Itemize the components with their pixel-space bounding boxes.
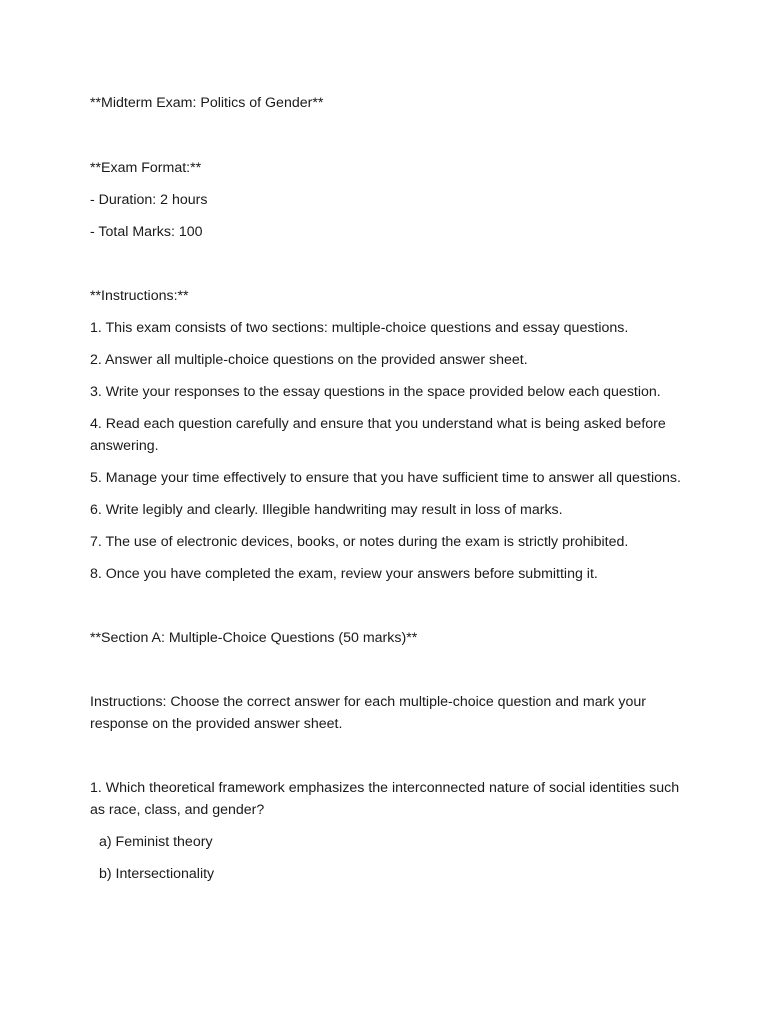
- section-a-heading: **Section A: Multiple-Choice Questions (50 marks)**: [90, 630, 418, 646]
- question-1-option-a: a) Feminist theory: [99, 834, 213, 850]
- format-item-duration: - Duration: 2 hours: [90, 192, 208, 208]
- instruction-item: 6. Write legibly and clearly. Illegible handwriting may result in loss of marks.: [90, 502, 563, 518]
- question-1-text: 1. Which theoretical framework emphasizes the interconnected nature of social identities such as race, class, and gender?: [90, 780, 680, 818]
- instruction-item: 4. Read each question carefully and ensure that you understand what is being asked before answering.: [90, 416, 666, 454]
- question-1-option-b: b) Intersectionality: [99, 866, 215, 882]
- exam-format-heading: **Exam Format:**: [90, 160, 202, 176]
- format-item-total-marks: - Total Marks: 100: [90, 224, 203, 240]
- instruction-item: 1. This exam consists of two sections: multiple-choice questions and essay questions.: [90, 320, 629, 336]
- document-body: [90, 92, 690, 885]
- instruction-item: 5. Manage your time effectively to ensure that you have sufficient time to answer all questions.: [90, 470, 681, 486]
- instruction-item: 8. Once you have completed the exam, review your answers before submitting it.: [90, 566, 598, 582]
- exam-title: **Midterm Exam: Politics of Gender**: [90, 95, 324, 111]
- instruction-item: 7. The use of electronic devices, books, or notes during the exam is strictly prohibited.: [90, 534, 629, 550]
- instruction-item: 3. Write your responses to the essay questions in the space provided below each question.: [90, 384, 661, 400]
- instructions-heading: **Instructions:**: [90, 288, 189, 304]
- section-a-instructions: Instructions: Choose the correct answer for each multiple-choice question and mark your response on the provided answer sheet.: [90, 694, 646, 732]
- instruction-item: 2. Answer all multiple-choice questions on the provided answer sheet.: [90, 352, 528, 368]
